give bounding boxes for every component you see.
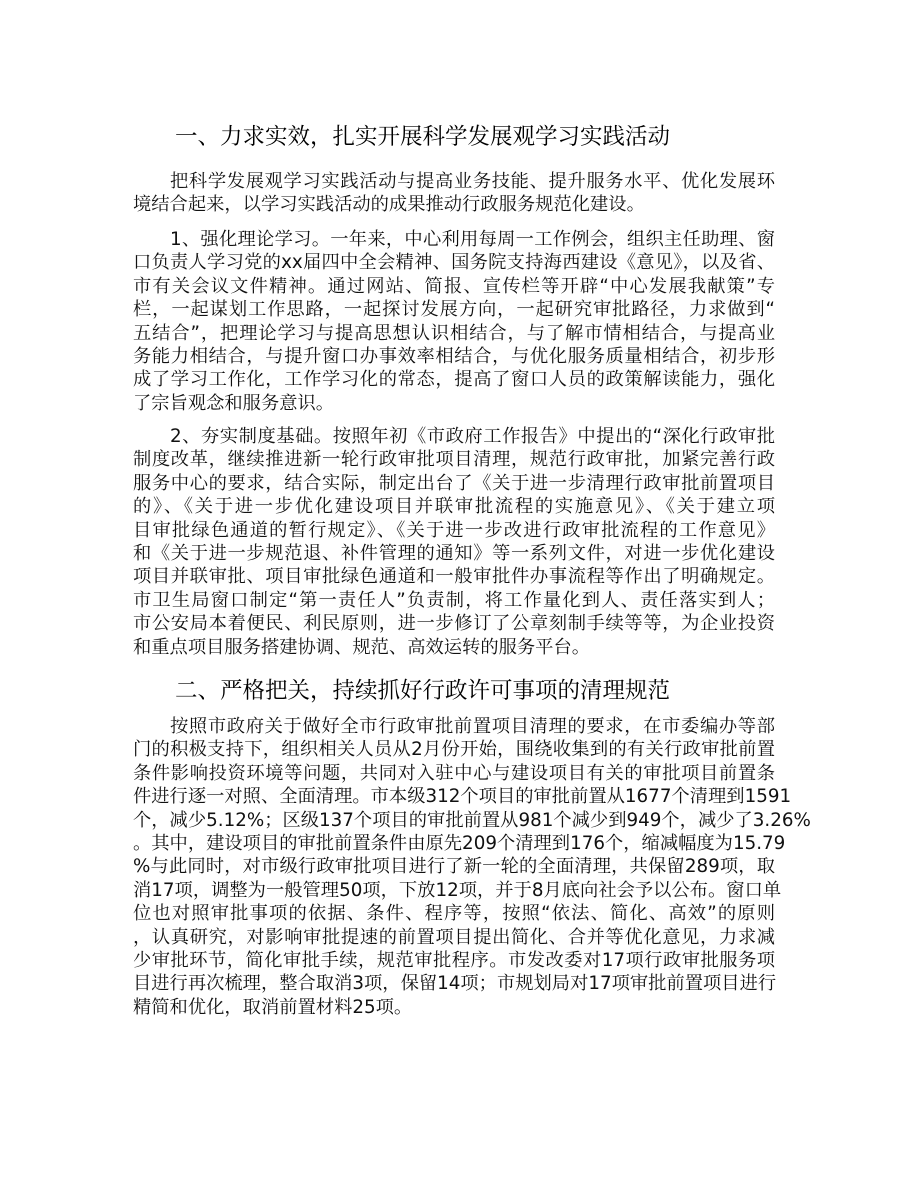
text-line: 和重点项目服务搭建协调、规范、高效运转的服务平台。 xyxy=(133,636,591,658)
text-line: 了宗旨观念和服务意识。 xyxy=(133,392,335,414)
section-heading-2: 二、严格把关，持续抓好行政许可事项的清理规范 xyxy=(175,678,671,704)
paragraph-3 xyxy=(133,425,775,659)
text-line: ，认真研究，对影响审批提速的前置项目提出简化、合并等优化意见，力求减 xyxy=(133,926,775,948)
text-line: %与此同时，对市级行政审批项目进行了新一轮的全面清理，共保留289项，取 xyxy=(133,856,775,878)
text-line: 的》、《关于进一步优化建设项目并联审批流程的实施意见》、《关于建立项 xyxy=(133,496,775,518)
text-line: 条件影响投资环境等问题，共同对入驻中心与建设项目有关的审批项目前置条 xyxy=(133,762,775,784)
text-line: 精简和优化，取消前置材料25项。 xyxy=(133,996,413,1018)
text-line: 目审批绿色通道的暂行规定》、《关于进一步改进行政审批流程的工作意见》 xyxy=(133,519,775,541)
text-line: 2、夯实制度基础。按照年初《市政府工作报告》中提出的“深化行政审批 xyxy=(170,426,775,447)
text-line: 目进行再次梳理，整合取消3项，保留14项；市规划局对17项审批前置项目进行 xyxy=(133,973,777,995)
text-line: 按照市政府关于做好全市行政审批前置项目清理的要求，在市委编办等部 xyxy=(170,716,775,737)
paragraph-4 xyxy=(133,715,811,1019)
text-line: 门的积极支持下，组织相关人员从2月份开始，围绕收集到的有关行政审批前置 xyxy=(133,739,775,761)
text-line: 和《关于进一步规范退、补件管理的通知》等一系列文件，对进一步优化建设 xyxy=(133,542,775,564)
text-line: 制度改革，继续推进新一轮行政审批项目清理，规范行政审批，加紧完善行政 xyxy=(133,449,775,471)
text-line: 成了学习工作化，工作学习化的常态，提高了窗口人员的政策解读能力，强化 xyxy=(133,369,775,391)
text-line: 市卫生局窗口制定“第一责任人”负责制，将工作量化到人、责任落实到人； xyxy=(133,589,775,611)
text-line: 务能力相结合，与提升窗口办事效率相结合，与优化服务质量相结合，初步形 xyxy=(133,345,775,367)
text-line: 服务中心的要求，结合实际，制定出台了《关于进一步清理行政审批前置项目 xyxy=(133,472,775,494)
paragraph-2 xyxy=(133,228,775,415)
text-line: 位也对照审批事项的依据、条件、程序等，按照“依法、简化、高效”的原则 xyxy=(133,903,775,925)
text-line: 五结合”，把理论学习与提高思想认识相结合，与了解市情相结合，与提高业 xyxy=(133,322,775,344)
text-line: 把科学发展观学习实践活动与提高业务技能、提升服务水平、优化发展环 xyxy=(170,171,775,192)
text-line: 市公安局本着便民、利民原则，进一步修订了公章刻制手续等等，为企业投资 xyxy=(133,613,775,635)
text-line: 消17项，调整为一般管理50项，下放12项，并于8月底向社会予以公布。窗口单 xyxy=(133,879,782,901)
text-line: 1、强化理论学习。一年来，中心利用每周一工作例会，组织主任助理、窗 xyxy=(170,229,775,250)
text-line: 少审批环节，简化审批手续，规范审批程序。市发改委对17项行政审批服务项 xyxy=(133,949,775,971)
text-line: 口负责人学习党的xx届四中全会精神、国务院支持海西建设《意见》，以及省、 xyxy=(133,252,775,274)
paragraph-1 xyxy=(133,170,775,217)
text-line: 市有关会议文件精神。通过网站、简报、宣传栏等开辟“中心发展我献策”专 xyxy=(133,275,775,297)
text-line: 栏，一起谋划工作思路，一起探讨发展方向，一起研究审批路径，力求做到“ xyxy=(133,299,775,321)
text-line: 项目并联审批、项目审批绿色通道和一般审批件办事流程等作出了明确规定。 xyxy=(133,566,775,588)
text-line: 境结合起来，以学习实践活动的成果推动行政服务规范化建设。 xyxy=(133,194,645,216)
text-line: 。其中，建设项目的审批前置条件由原先209个清理到176个，缩减幅度为15.79 xyxy=(133,832,786,854)
section-heading-1: 一、力求实效，扎实开展科学发展观学习实践活动 xyxy=(175,124,671,150)
text-line: 个，减少5.12%；区级137个项目的审批前置从981个减少到949个，减少了3.26% xyxy=(133,809,811,831)
text-line: 件进行逐一对照、全面清理。市本级312个项目的审批前置从1677个清理到1591 xyxy=(133,786,792,808)
